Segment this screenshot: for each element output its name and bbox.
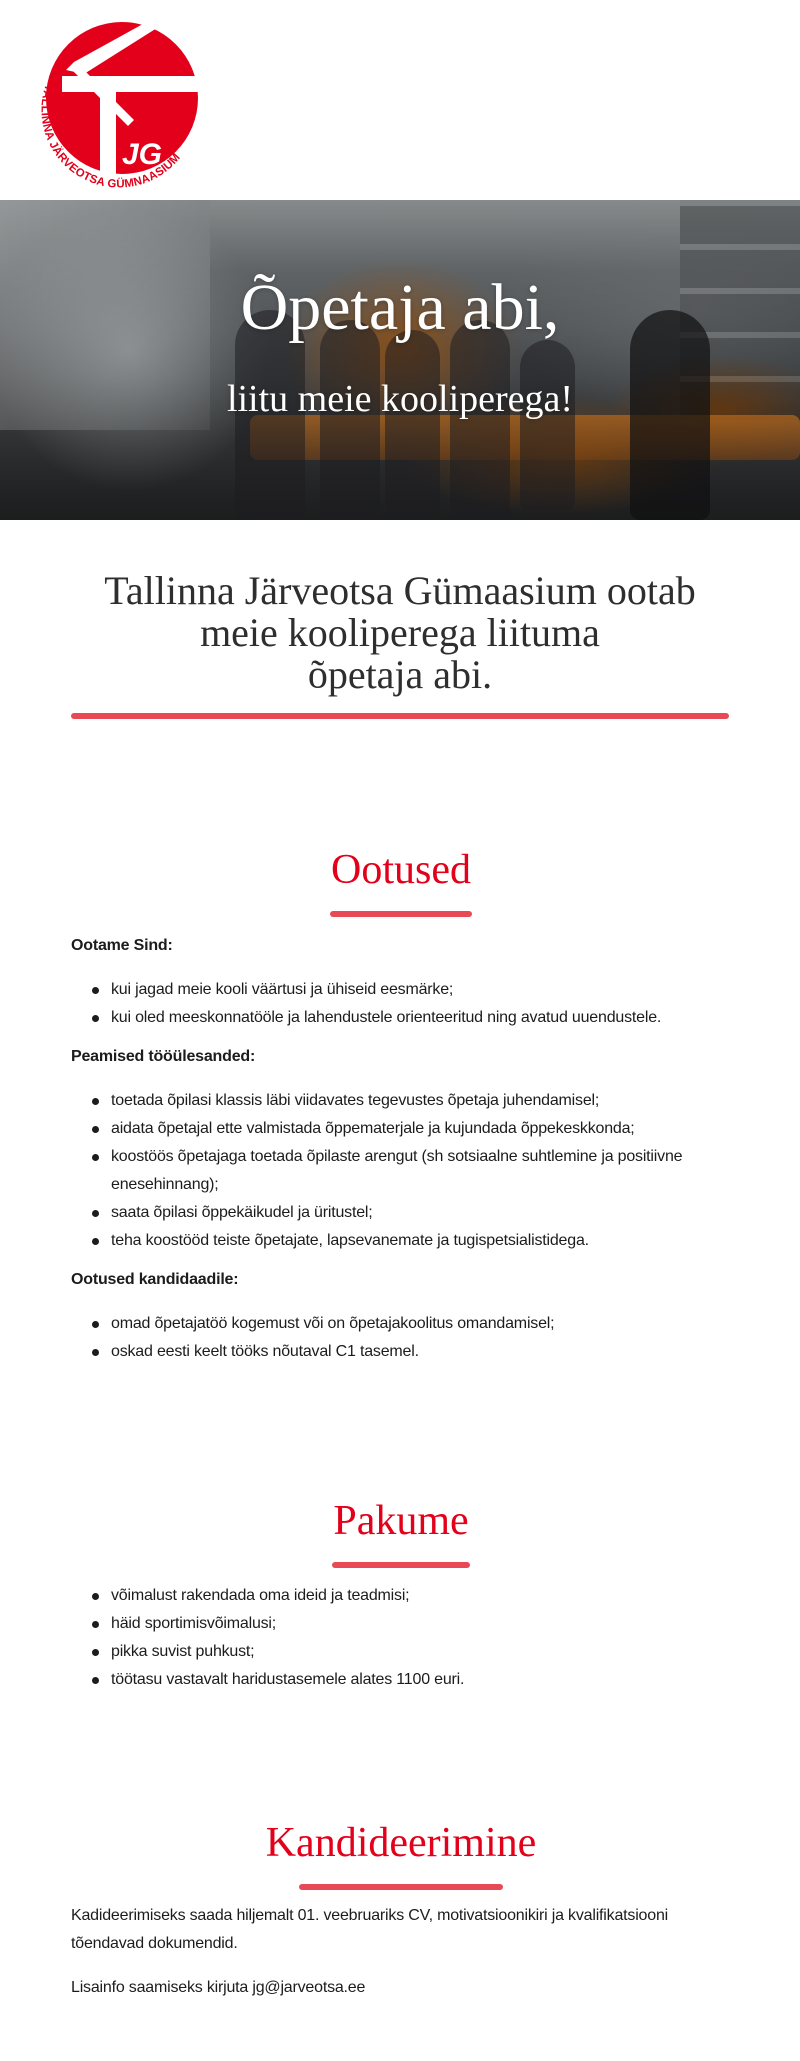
ootused-divider bbox=[330, 911, 472, 917]
list-item: häid sportimisvõimalusi; bbox=[71, 1610, 731, 1638]
intro-divider bbox=[71, 713, 729, 719]
bullet-list bbox=[71, 976, 731, 1032]
page-header bbox=[0, 0, 800, 200]
ootused-group-2 bbox=[71, 1044, 731, 1255]
list-item: töötasu vastavalt haridustasemele alates 1100 euri. bbox=[71, 1666, 731, 1694]
intro-line-1: Tallinna Järveotsa Gümaasium ootab bbox=[104, 568, 696, 613]
pakume-section bbox=[71, 1496, 731, 1694]
section-title-ootused: Ootused bbox=[331, 847, 471, 893]
hero-banner bbox=[0, 200, 800, 520]
list-item: võimalust rakendada oma ideid ja teadmisi; bbox=[71, 1582, 731, 1610]
kandideerimine-divider bbox=[299, 1884, 503, 1890]
group-heading: Ootame Sind: bbox=[71, 937, 173, 954]
list-item: saata õpilasi õppekäikudel ja üritustel; bbox=[71, 1199, 731, 1227]
svg-text:JG: JG bbox=[121, 138, 163, 171]
school-logo-icon[interactable] bbox=[24, 14, 204, 194]
bullet-list bbox=[71, 1310, 731, 1366]
ootused-group-3 bbox=[71, 1267, 731, 1366]
bullet-list bbox=[71, 1087, 731, 1255]
hero-figure-decor bbox=[520, 340, 575, 510]
intro-headline bbox=[71, 570, 729, 696]
svg-text:TALLINNA JÄRVEOTSA GÜMNAASIUM: TALLINNA JÄRVEOTSA GÜMNAASIUM bbox=[38, 83, 183, 191]
contact-email-link[interactable]: jg@jarveotsa.ee bbox=[252, 1979, 366, 1996]
bullet-list bbox=[71, 1582, 731, 1694]
ootused-section bbox=[71, 845, 731, 1366]
hero-subtitle: liitu meie kooliperega! bbox=[226, 378, 574, 420]
application-instructions: Kadideerimiseks saada hiljemalt 01. veebruariks CV, motivatsioonikiri ja kvalifikatsiooni tõendavad dokumendid. bbox=[71, 1907, 668, 1952]
ootused-group-1 bbox=[71, 933, 731, 1032]
section-title-pakume: Pakume bbox=[333, 1498, 469, 1544]
group-heading: Ootused kandidaadile: bbox=[71, 1271, 239, 1288]
list-item: kui jagad meie kooli väärtusi ja ühiseid eesmärke; bbox=[71, 976, 731, 1004]
list-item: toetada õpilasi klassis läbi viidavates tegevustes õpetaja juhendamisel; bbox=[71, 1087, 731, 1115]
list-item: teha koostööd teiste õpetajate, lapsevanemate ja tugispetsialistidega. bbox=[71, 1227, 731, 1255]
kandideerimine-section bbox=[71, 1818, 731, 2002]
pakume-divider bbox=[332, 1562, 470, 1568]
contact-prefix: Lisainfo saamiseks kirjuta bbox=[71, 1979, 253, 1996]
list-item: aidata õpetajal ette valmistada õppematerjale ja kujundada õppekeskkonda; bbox=[71, 1115, 731, 1143]
hero-ceiling-decor bbox=[210, 200, 680, 270]
hero-title: Õpetaja abi, bbox=[240, 271, 560, 344]
intro-line-3: õpetaja abi. bbox=[307, 652, 493, 697]
contact-line bbox=[71, 1974, 731, 2002]
list-item: oskad eesti keelt tööks nõutaval C1 tasemel. bbox=[71, 1338, 731, 1366]
list-item: pikka suvist puhkust; bbox=[71, 1638, 731, 1666]
list-item: kui oled meeskonnatööle ja lahendustele orienteeritud ning avatud uuendustele. bbox=[71, 1004, 731, 1032]
hero-figure-decor bbox=[385, 330, 440, 520]
intro-section bbox=[71, 570, 729, 719]
section-title-kandideerimine: Kandideerimine bbox=[265, 1820, 537, 1866]
intro-line-2: meie kooliperega liituma bbox=[200, 610, 600, 655]
group-heading: Peamised tööülesanded: bbox=[71, 1048, 256, 1065]
list-item: omad õpetajatöö kogemust või on õpetajakoolitus omandamisel; bbox=[71, 1310, 731, 1338]
list-item: koostöös õpetajaga toetada õpilaste arengut (sh sotsiaalne suhtlemine ja positiivne enesehinnang); bbox=[71, 1143, 731, 1199]
